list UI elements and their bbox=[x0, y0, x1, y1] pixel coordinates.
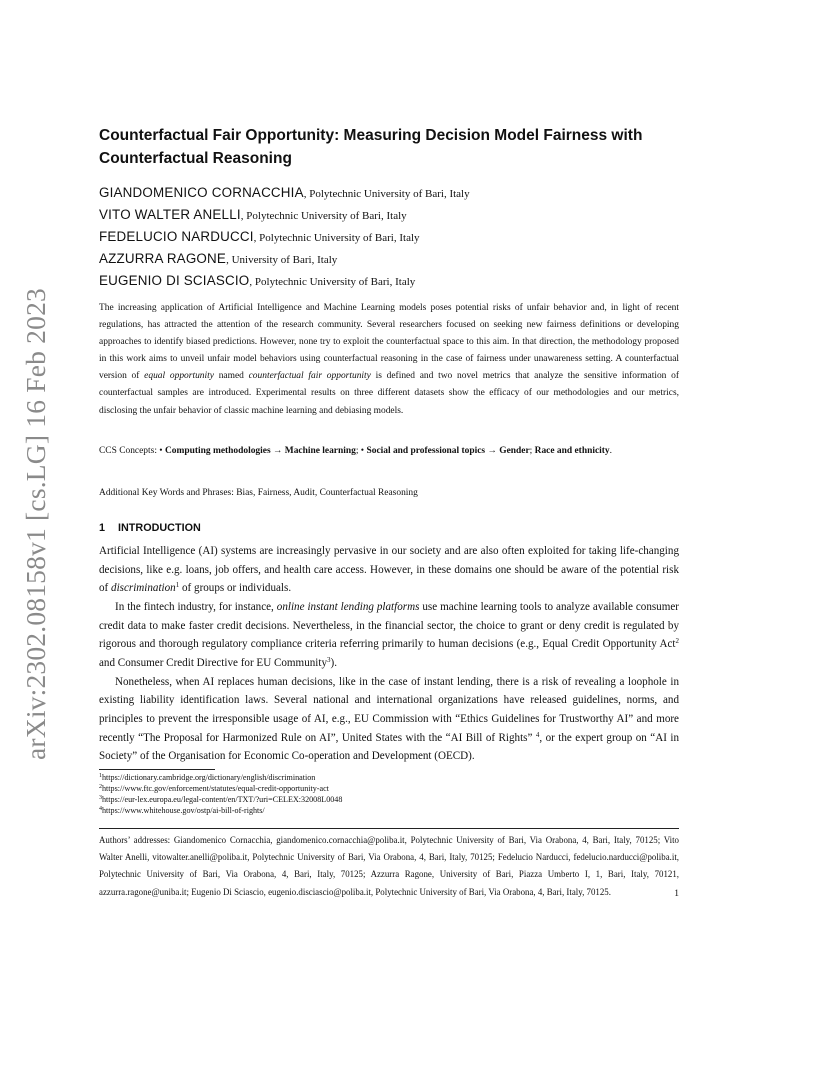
author-entry bbox=[99, 183, 679, 205]
paragraph bbox=[99, 673, 679, 766]
author-name: FEDELUCIO NARDUCCI bbox=[99, 229, 254, 244]
footnote-number: 3 bbox=[99, 795, 102, 801]
author-affiliation: , Polytechnic University of Bari, Italy bbox=[253, 232, 420, 244]
footnote-text: https://www.whitehouse.gov/ostp/ai-bill-of-rights/ bbox=[102, 806, 265, 815]
author-affiliation: , Polytechnic University of Bari, Italy bbox=[240, 210, 407, 222]
author-name: EUGENIO DI SCIASCIO bbox=[99, 273, 250, 288]
paragraph-emphasis: online instant lending platforms bbox=[276, 600, 420, 613]
author-entry bbox=[99, 227, 679, 249]
footnote-marker: 3 bbox=[327, 655, 331, 664]
ccs-concept: Social and professional topics → Gender bbox=[366, 446, 530, 456]
paragraph-text: ). bbox=[330, 656, 337, 669]
ccs-separator: ; bbox=[529, 446, 535, 456]
author-affiliation: , Polytechnic University of Bari, Italy bbox=[249, 276, 416, 288]
paragraph-text: In the fintech industry, for instance, bbox=[115, 600, 277, 613]
addresses-rule bbox=[99, 828, 679, 829]
paragraph-text: , or the expert group on “AI in Society” of the Organisation for Economic Co-operation and Development (OECD). bbox=[99, 731, 680, 763]
ccs-label: CCS Concepts: • bbox=[99, 446, 165, 456]
introduction-body bbox=[99, 542, 679, 766]
author-list bbox=[99, 183, 679, 293]
footnote-text: https://dictionary.cambridge.org/dictionary/english/discrimination bbox=[102, 773, 316, 782]
footnote-text: https://eur-lex.europa.eu/legal-content/en/TXT/?uri=CELEX:32008L0048 bbox=[102, 795, 343, 804]
ccs-concept: Computing methodologies → Machine learning bbox=[164, 446, 356, 456]
footnote-marker: 2 bbox=[675, 637, 679, 646]
page-number: 1 bbox=[674, 889, 679, 899]
footnote-marker: 4 bbox=[535, 730, 540, 739]
paragraph-text: Nonetheless, when AI replaces human decisions, like in the case of instant lending, there is a risk of revealing a loophole in existing liability identification laws. Several national and international organizations have released guidelines, norms, and principles to prevent the irresponsible usage of AI, e.g., EU Commission with “Ethics Guidelines for Trustworthy AI” and more recently “The Proposal for Harmonized Rule on AI”, United States with the “AI Bill of Rights” bbox=[99, 675, 679, 744]
footnote-number: 2 bbox=[99, 784, 102, 790]
author-entry bbox=[99, 271, 679, 293]
abstract-emphasis: counterfactual fair opportunity bbox=[248, 371, 371, 382]
footnote-marker: 1 bbox=[175, 581, 180, 590]
abstract-text: is defined and two novel metrics that analyze the sensitive information of counterfactual samples are introduced. Experimental results on three different datasets show the efficacy of our methodologies and our metrics, disclosing the unfair behavior of classic machine learning and debiasing models. bbox=[99, 371, 679, 416]
authors-addresses: Authors’ addresses: Giandomenico Cornacchia, giandomenico.cornacchia@poliba.it, Polytechnic University of Bari, Via Orabona, 4, Bari, Italy, 70125; Vito Walter Anelli, vitowalter.anelli@poliba.it, Polytechnic University of Bari, Via Orabona, 4, Bari, Italy, 70125; Fedelucio Narducci, fedelucio.narducci@poliba.it, Polytechnic University of Bari, Via Orabona, 4, Bari, Italy, 70125; Azzurra Ragone, University of Bari, Piazza Umberto I, 1, Bari, Italy, 70121, azzurra.ragone@uniba.it; Eugenio Di Sciascio, eugenio.disciascio@poliba.it, Polytechnic University of Bari, Via Orabona, 4, Bari, Italy, 70125. bbox=[99, 835, 679, 897]
section-title: INTRODUCTION bbox=[118, 522, 201, 534]
abstract bbox=[99, 300, 679, 420]
abstract-emphasis: equal opportunity bbox=[144, 371, 214, 382]
author-affiliation: , University of Bari, Italy bbox=[226, 254, 338, 266]
footnote bbox=[99, 783, 679, 794]
paragraph-text: of groups or individuals. bbox=[179, 582, 292, 595]
footnote bbox=[99, 772, 679, 783]
abstract-text: The increasing application of Artificial Intelligence and Machine Learning models poses potential risks of unfair behavior and, in light of recent regulations, has attracted the attention of the research community. Several researchers focused on seeking new fairness definitions or developing approaches to identify biased predictions. However, none try to exploit the counterfactual space to this aim. In that direction, the methodology proposed in this work aims to unveil unfair model behaviors using counterfactual reasoning in the case of fairness under unawareness setting. A counterfactual version of bbox=[99, 303, 679, 382]
author-entry bbox=[99, 205, 679, 227]
keywords: Additional Key Words and Phrases: Bias, Fairness, Audit, Counterfactual Reasoning bbox=[99, 488, 418, 498]
paper-title: Counterfactual Fair Opportunity: Measuring Decision Model Fairness with Counterfactual Reasoning bbox=[99, 127, 643, 167]
author-name: AZZURRA RAGONE bbox=[99, 251, 227, 266]
section-heading bbox=[99, 519, 679, 537]
footnote bbox=[99, 805, 679, 816]
footnote-number: 1 bbox=[99, 773, 102, 779]
footnote-text: https://www.ftc.gov/enforcement/statutes/equal-credit-opportunity-act bbox=[102, 784, 329, 793]
ccs-separator: ; • bbox=[355, 446, 367, 456]
footnote bbox=[99, 794, 679, 805]
paragraph-text: Artificial Intelligence (AI) systems are increasingly pervasive in our society and are also often exploited for taking life-changing decisions, like e.g. loans, job offers, and health care access. However, in these domains one should be aware of the potential risk of bbox=[99, 545, 679, 595]
paragraph bbox=[99, 598, 679, 673]
paragraph-emphasis: discrimination bbox=[111, 582, 176, 595]
author-name: GIANDOMENICO CORNACCHIA bbox=[99, 185, 304, 200]
footnotes bbox=[99, 772, 679, 816]
section-number: 1 bbox=[99, 522, 106, 534]
abstract-text: named bbox=[213, 371, 249, 382]
footnote-number: 4 bbox=[99, 806, 102, 812]
paragraph bbox=[99, 542, 679, 598]
author-affiliation: , Polytechnic University of Bari, Italy bbox=[303, 188, 470, 200]
arxiv-stamp: arXiv:2302.08158v1 [cs.LG] 16 Feb 2023 bbox=[20, 288, 51, 760]
paragraph-text: use machine learning tools to analyze available consumer credit data to make faster credit decisions. Nevertheless, in the financial sector, the choice to grant or deny credit is regulated by rigorous and thorough regulatory compliance criteria referring primarily to human decisions (e.g., Equal Credit Opportunity Act bbox=[99, 600, 679, 651]
paragraph-text: and Consumer Credit Directive for EU Community bbox=[99, 656, 327, 669]
author-entry bbox=[99, 249, 679, 271]
ccs-concepts bbox=[99, 443, 679, 460]
ccs-concept: Race and ethnicity bbox=[534, 446, 610, 456]
footnote-rule bbox=[99, 769, 215, 770]
ccs-end: . bbox=[609, 446, 612, 456]
author-name: VITO WALTER ANELLI bbox=[99, 207, 241, 222]
